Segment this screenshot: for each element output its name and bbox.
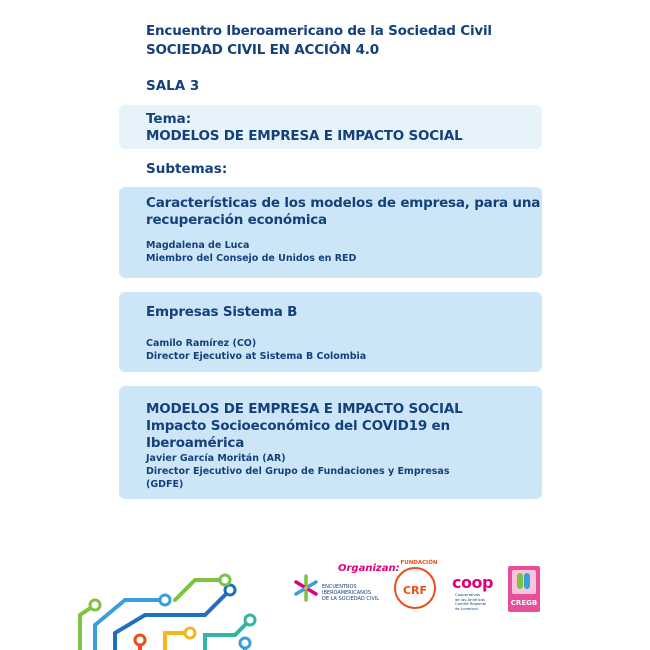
speaker-role: Director Ejecutivo del Grupo de Fundaciones y Empresas <box>146 466 450 477</box>
encuentros-logo-icon <box>293 573 319 603</box>
room-label: SALA 3 <box>146 78 200 94</box>
subtopic-title-line-2: Impacto Socioeconómico del COVID19 en Iberoamérica <box>146 418 450 451</box>
event-subtitle: SOCIEDAD CIVIL EN ACCIÓN 4.0 <box>146 42 379 58</box>
coop-text-line: de Juventud <box>455 605 478 611</box>
coop-logo-text: coop <box>452 573 493 592</box>
subtopic-title-line-2: recuperación económica <box>146 212 327 228</box>
cregb-emblem-icon <box>512 570 536 594</box>
subtopic-title-line-1: Características de los modelos de empresa, para una <box>146 195 541 211</box>
cregb-leaf-shape <box>517 573 523 589</box>
speaker-role: Miembro del Consejo de Unidos en RED <box>146 253 357 264</box>
subtopic-card-3 <box>119 386 542 499</box>
cregb-logo <box>508 566 540 612</box>
crf-arc-text: FUNDACIÓN <box>400 560 438 566</box>
coop-text-line: Comité Regional <box>455 601 487 606</box>
encuentros-text-line: DE LA SOCIEDAD CIVIL <box>322 596 380 602</box>
speaker-name: Javier García Moritán (AR) <box>146 453 286 464</box>
speaker-name: Magdalena de Luca <box>146 240 250 251</box>
speaker-role-continued: (GDFE) <box>146 479 184 490</box>
coop-text-line: Cooperativas <box>455 592 481 597</box>
subtopic-card-2 <box>119 292 542 372</box>
speaker-name: Camilo Ramírez (CO) <box>146 338 257 349</box>
encuentros-text-line: IBEROAMERICANOS <box>322 590 371 596</box>
topic-value: MODELOS DE EMPRESA E IMPACTO SOCIAL <box>146 128 463 144</box>
subtopic-title-line-1: MODELOS DE EMPRESA E IMPACTO SOCIAL <box>146 401 463 417</box>
topic-label: Tema: <box>146 111 192 127</box>
subtopic-title-line-1: Empresas Sistema B <box>146 304 298 320</box>
encuentros-logo-text <box>322 584 379 602</box>
crf-text: CRF <box>402 584 428 597</box>
subtopics-label: Subtemas: <box>146 161 228 177</box>
speaker-role: Director Ejecutivo at Sistema B Colombia <box>146 351 367 362</box>
cregb-text: CREGB <box>510 599 538 607</box>
coop-text-line: de las Américas <box>455 596 486 602</box>
subtopic-card-1 <box>119 187 542 278</box>
encuentros-text-line: ENCUENTROS <box>322 584 357 590</box>
coop-subtext <box>455 593 486 611</box>
cregb-leaf-shape <box>524 573 530 589</box>
organizers-label: Organizan: <box>338 563 400 574</box>
circuit-decoration <box>55 555 275 650</box>
crf-logo <box>394 560 438 609</box>
event-title: Encuentro Iberoamericano de la Sociedad Civil <box>146 23 492 39</box>
